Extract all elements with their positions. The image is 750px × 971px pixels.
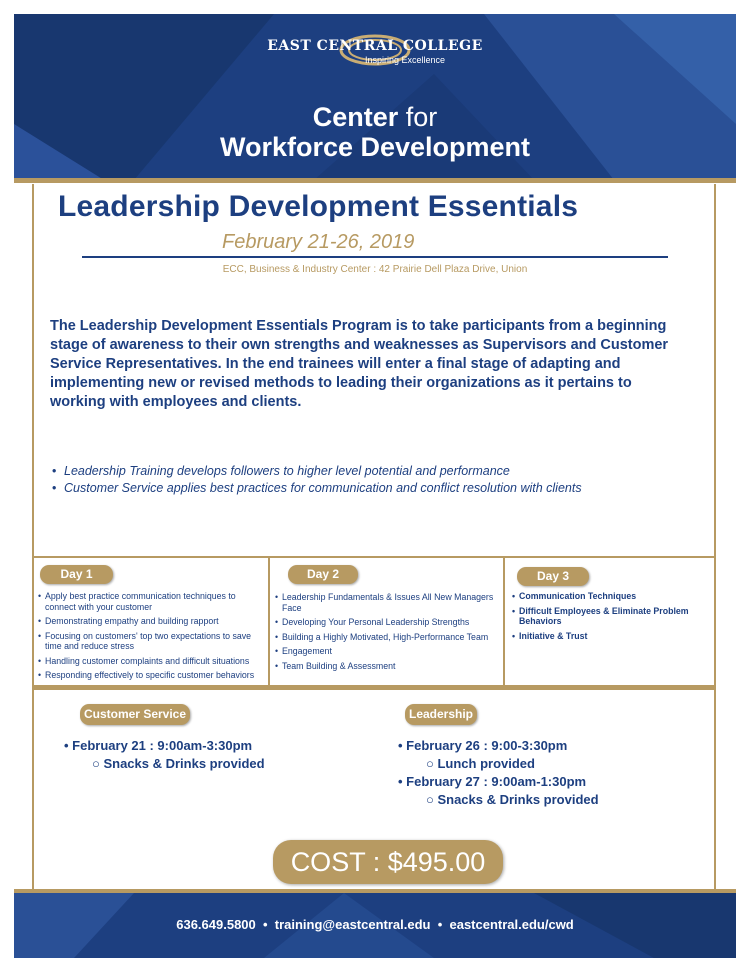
days-divider-2 — [503, 558, 505, 686]
list-item: • Customer Service applies best practices for communication and conflict resolution with clients — [52, 481, 582, 495]
list-item: • Initiative & Trust — [512, 630, 588, 641]
highlights-list — [52, 464, 712, 498]
website-link[interactable]: eastcentral.edu/cwd — [449, 917, 574, 932]
list-item: • Apply best practice communication techniques to connect with your customer — [38, 591, 236, 612]
college-name: EAST CENTRAL COLLEGE — [267, 38, 483, 54]
list-item: • Developing Your Personal Leadership Strengths — [275, 617, 470, 627]
center-title-bold: Center — [312, 102, 399, 132]
list-item: • Building a Highly Motivated, High-Performance Team — [275, 631, 489, 642]
bullet-icon: • — [52, 481, 57, 495]
college-tagline: Inspiring Excellence — [364, 55, 446, 65]
email-link[interactable]: training@eastcentral.edu — [274, 917, 431, 932]
days-top-divider — [34, 556, 716, 558]
center-title-line2: Workforce Development — [219, 132, 531, 162]
footer-banner — [14, 893, 736, 958]
list-item: • Responding effectively to specific customer behaviors — [38, 670, 255, 680]
list-item: • Focusing on customers' top two expectations to save time and reduce stress — [38, 630, 252, 651]
day2-list — [275, 592, 497, 675]
header-banner — [14, 14, 736, 180]
bullet-icon: • — [52, 464, 57, 478]
days-bottom-divider — [34, 685, 716, 690]
schedule-note: ○ Lunch provided — [426, 756, 535, 771]
list-item: • Demonstrating empathy and building rapport — [38, 616, 219, 626]
day2-badge: Day 2 — [288, 565, 358, 584]
center-title-light: for — [405, 102, 438, 132]
intro-paragraph: The Leadership Development Essentials Program is to take participants from a beginning stage of awareness to their own strengths and weaknesses as Supervisors and Customer Service Representatives. In the end trainees will enter a final stage of adapting and implementing new or revised methods to leading their organizations as it pertains to working with employees and clients. — [50, 318, 669, 410]
schedule-note: ○ Snacks & Drinks provided — [426, 792, 599, 807]
title-underline — [82, 256, 668, 258]
list-item: • Leadership Training develops followers to higher level potential and performance — [52, 464, 510, 478]
schedule-date: • February 21 : 9:00am-3:30pm — [64, 738, 253, 753]
list-item: • Leadership Fundamentals & Issues All New Managers Face — [275, 592, 494, 613]
phone-number[interactable]: 636.649.5800 — [176, 917, 256, 932]
center-title — [14, 102, 736, 162]
list-item: • Handling customer complaints and difficult situations — [38, 655, 250, 666]
schedule-date: • February 27 : 9:00am-1:30pm — [398, 774, 587, 789]
event-venue: ECC, Business & Industry Center : 42 Prairie Dell Plaza Drive, Union — [222, 264, 528, 275]
schedule-note: ○ Snacks & Drinks provided — [92, 756, 265, 771]
list-item: • Engagement — [275, 646, 332, 656]
day3-list — [512, 591, 712, 645]
schedule-date: • February 26 : 9:00-3:30pm — [398, 738, 568, 753]
event-title: Leadership Development Essentials — [58, 190, 579, 223]
cost-badge: COST : $495.00 — [273, 840, 503, 884]
college-logo — [14, 38, 736, 65]
header-gold-divider — [14, 178, 736, 183]
day1-badge: Day 1 — [40, 565, 113, 584]
contact-line: 636.649.5800 • training@eastcentral.edu • eastcentral.edu/cwd — [176, 917, 574, 932]
day1-list — [38, 591, 264, 685]
days-divider-1 — [268, 558, 270, 686]
content-frame — [32, 184, 716, 890]
list-item: • Team Building & Assessment — [275, 660, 396, 671]
customer-service-badge: Customer Service — [80, 704, 190, 725]
day3-badge: Day 3 — [517, 567, 589, 586]
leadership-badge: Leadership — [405, 704, 477, 725]
event-dates: February 21-26, 2019 — [222, 231, 415, 253]
list-item: • Communication Techniques — [512, 591, 637, 601]
customer-service-schedule — [64, 737, 265, 773]
leadership-schedule — [398, 737, 599, 809]
list-item: • Difficult Employees & Eliminate Problem Behaviors — [512, 605, 689, 626]
